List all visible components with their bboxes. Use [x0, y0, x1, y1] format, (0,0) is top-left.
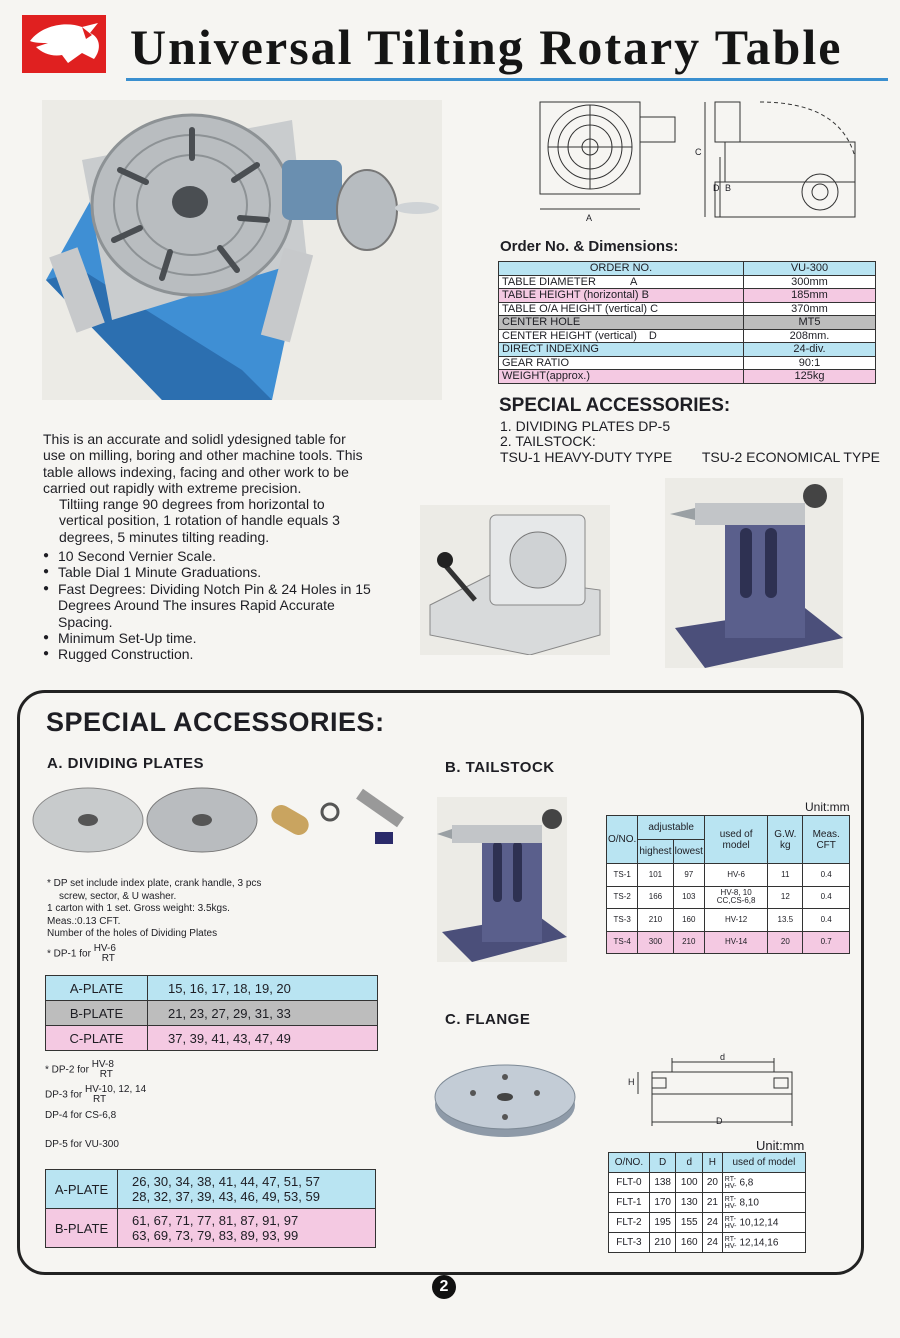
- product-description: This is an accurate and solidl ydesigned table for use on milling, boring and other machine tools. This table allows indexing, facing and other work to be carried out rapidly with extreme precision. Tiltiing range 90 degrees from horizontal to vertical position, 1 rotation of handle equals 3 degrees, 5 minutes tilting reading.: [43, 431, 363, 545]
- table-row: WEIGHT(approx.) 125kg: [499, 370, 876, 384]
- dp1-note: * DP-1 for HV-6 RT: [47, 943, 116, 964]
- table-row: TABLE O/A HEIGHT (vertical) C 370mm: [499, 302, 876, 316]
- tailstock-small-photo: [437, 797, 567, 962]
- flange-dim-D: D: [716, 1116, 723, 1126]
- table-row: A-PLATE 15, 16, 17, 18, 19, 20: [46, 976, 378, 1001]
- order-heading: Order No. & Dimensions:: [500, 238, 679, 255]
- feature-list: [43, 548, 373, 663]
- flange-dim-H: H: [628, 1077, 635, 1087]
- table-header-row: O/NO. adjustable used of model G.W. kg Meas. CFT: [607, 816, 850, 840]
- dividing-plates-photo: [30, 782, 418, 857]
- tailstock-types: TSU-1 HEAVY-DUTY TYPE TSU-2 ECONOMICAL TYPE: [500, 449, 880, 465]
- list-item: ● Table Dial 1 Minute Graduations.: [43, 564, 373, 580]
- section-heading: SPECIAL ACCESSORIES:: [46, 707, 385, 737]
- table-row: FLT-1 170 130 21 RT- HV- 8,10: [609, 1193, 806, 1213]
- table-row: C-PLATE 37, 39, 41, 43, 47, 49: [46, 1026, 378, 1051]
- page-title: Universal Tilting Rotary Table: [130, 19, 843, 75]
- list-item: ● Rugged Construction.: [43, 646, 373, 662]
- list-item: DP-3 for HV-10, 12, 14 RT: [45, 1084, 147, 1105]
- table-row: A-PLATE 26, 30, 34, 38, 41, 44, 47, 51, 57 28, 32, 37, 39, 43, 46, 49, 53, 59: [46, 1170, 376, 1209]
- flange-dim-d: d: [720, 1052, 726, 1062]
- order-dimensions-table: [498, 261, 876, 384]
- flange-drawing: [624, 1052, 794, 1132]
- table-row: FLT-2 195 155 24 RT- HV- 10,12,14: [609, 1213, 806, 1233]
- rotary-table-photo: [42, 100, 442, 400]
- title-underline: [126, 78, 888, 81]
- flange-heading: C. FLANGE: [445, 1011, 531, 1028]
- list-item: ● 10 Second Vernier Scale.: [43, 548, 373, 564]
- list-item: * DP-2 for HV-8 RT: [45, 1059, 114, 1080]
- dim-label-c: C: [695, 147, 702, 157]
- table-row: TS-2 166 103 HV-8, 10 CC,CS-6,8 12 0.4: [607, 886, 850, 909]
- table-row: TS-4 300 210 HV-14 20 0.7: [607, 931, 850, 954]
- table-row: CENTER HOLE MT5: [499, 316, 876, 330]
- eagle-logo: [22, 15, 106, 73]
- table-row: GEAR RATIO 90:1: [499, 356, 876, 370]
- table-header-row: highest lowest: [607, 840, 850, 864]
- tailstock-unit: Unit:mm: [805, 800, 850, 814]
- table-header-row: O/NO. D d H used of model: [609, 1153, 806, 1173]
- dividing-plate-holes-table-2: [45, 1169, 376, 1248]
- dim-label-d: D: [713, 183, 720, 193]
- dp-model-notes: [45, 1060, 245, 1155]
- special-accessories-list: 1. DIVIDING PLATES DP-5 2. TAILSTOCK:: [500, 418, 671, 449]
- table-row: B-PLATE 21, 23, 27, 29, 31, 33: [46, 1001, 378, 1026]
- list-item: ● Minimum Set-Up time.: [43, 630, 373, 646]
- table-row: TS-3 210 160 HV-12 13.5 0.4: [607, 909, 850, 932]
- flange-photo: [433, 1055, 578, 1140]
- dim-label-a: A: [586, 213, 593, 223]
- tailstock-table: [606, 815, 850, 954]
- table-row: FLT-3 210 160 24 RT- HV- 12,14,16: [609, 1233, 806, 1253]
- dividing-head-photo: [420, 505, 610, 655]
- special-accessories-heading: SPECIAL ACCESSORIES:: [499, 395, 731, 416]
- tailstock-heading: B. TAILSTOCK: [445, 759, 555, 776]
- table-row: ORDER NO. VU-300: [499, 262, 876, 276]
- page-number: 2: [432, 1275, 456, 1299]
- dividing-plates-notes: * DP set include index plate, crank handle, 3 pcs screw, sector, & U washer. 1 carton with 1 set. Gross weight: 3.5kgs. Meas.:0.13 CFT. Number of the holes of Dividing Plates: [47, 878, 262, 939]
- list-item: DP-4 for CS-6,8: [45, 1110, 117, 1121]
- flange-unit: Unit:mm: [756, 1138, 805, 1153]
- table-row: FLT-0 138 100 20 RT- HV- 6,8: [609, 1173, 806, 1193]
- table-row: CENTER HEIGHT (vertical) D 208mm.: [499, 329, 876, 343]
- dividing-plates-heading: A. DIVIDING PLATES: [47, 755, 205, 772]
- flange-table: [608, 1152, 806, 1253]
- list-item: ● Fast Degrees: Dividing Notch Pin & 24 Holes in 15 Degrees Around The insures Rapid Accurate Spacing.: [43, 581, 373, 630]
- table-row: DIRECT INDEXING 24-div.: [499, 343, 876, 357]
- tailstock-photo: [665, 478, 843, 668]
- table-row: TS-1 101 97 HV-6 11 0.4: [607, 864, 850, 887]
- list-item: DP-5 for VU-300: [45, 1139, 119, 1150]
- table-row: TABLE DIAMETER A 300mm: [499, 275, 876, 289]
- dim-label-b: B: [725, 183, 732, 193]
- dimension-drawing: [520, 97, 860, 227]
- table-row: TABLE HEIGHT (horizontal) B 185mm: [499, 289, 876, 303]
- dividing-plate-holes-table: [45, 975, 378, 1051]
- table-row: B-PLATE 61, 67, 71, 77, 81, 87, 91, 97 63, 69, 73, 79, 83, 89, 93, 99: [46, 1209, 376, 1248]
- eagle-icon: [22, 15, 106, 73]
